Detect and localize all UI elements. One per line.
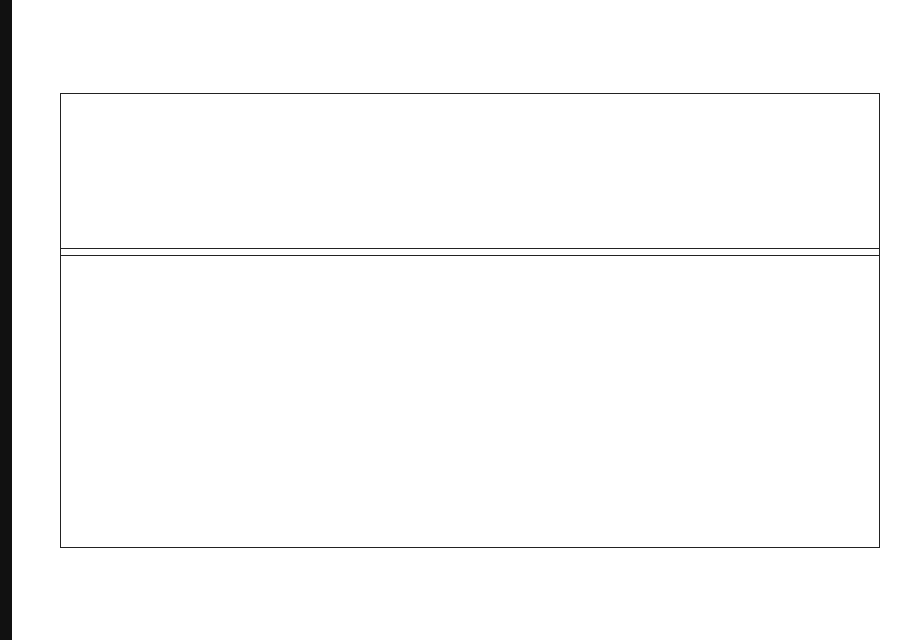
scan-edge-bar — [0, 0, 12, 640]
column-number-row — [60, 248, 880, 256]
equipment-table — [60, 93, 880, 548]
